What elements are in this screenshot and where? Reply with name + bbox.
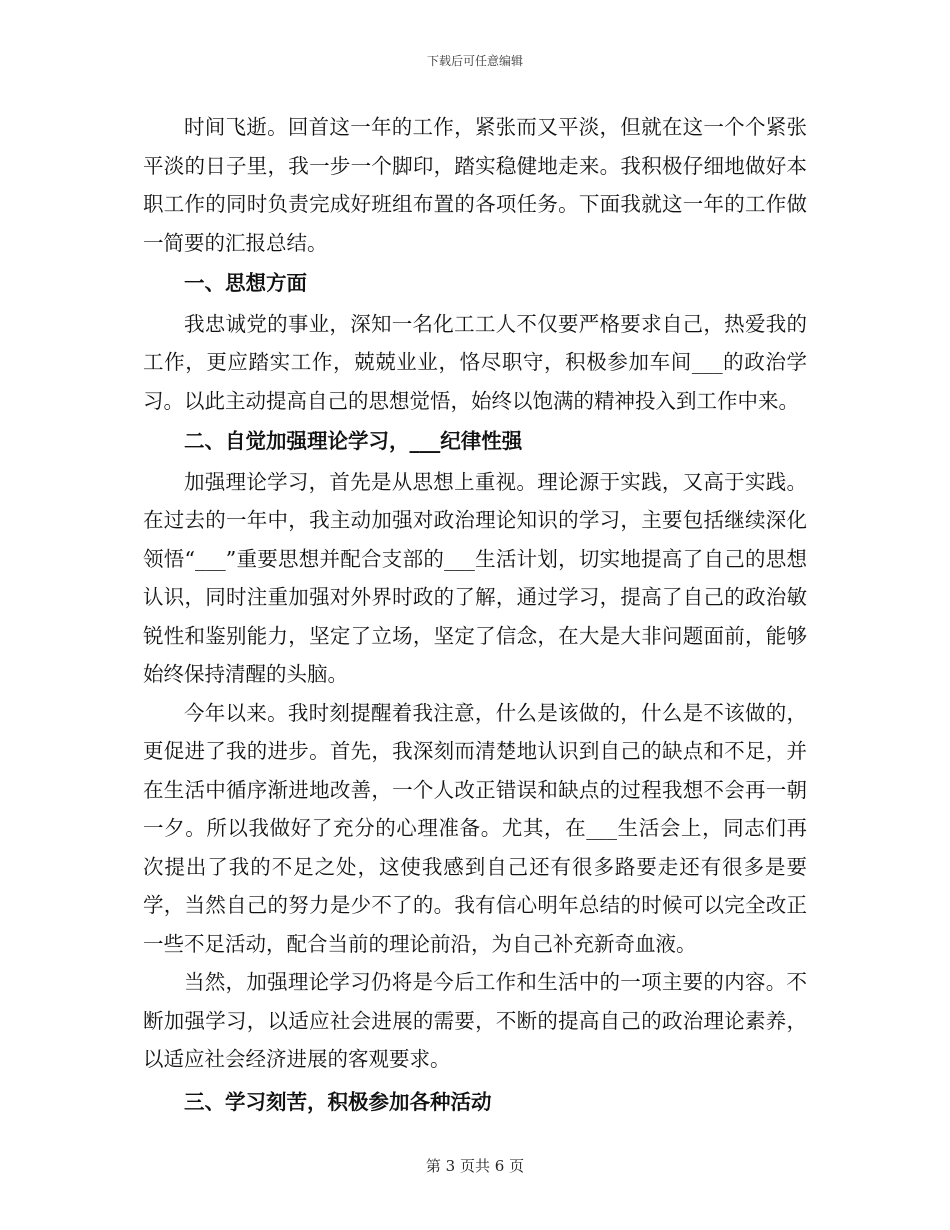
section-1-paragraph: 我忠诚党的事业，深知一名化工工人不仅要严格要求自己，热爱我的工作，更应踏实工作，兢兢业业，恪尽职守，积极参加车间___的政治学习。以此主动提高自己的思想觉悟，始终以饱满的精神投入到工作中来。 [143,311,807,413]
document-body [143,108,807,1123]
page-footer: 第 3 页共 6 页 [425,1157,525,1175]
section-heading-2: 二、自觉加强理论学习，___纪律性强 [184,429,523,453]
section-heading-1: 一、思想方面 [184,271,307,295]
page-header: 下载后可任意编辑 [426,54,523,68]
section-2-paragraph-1: 加强理论学习，首先是从思想上重视。理论源于实践，又高于实践。在过去的一年中，我主动加强对政治理论知识的学习，主要包括继续深化领悟“___”重要思想并配合支部的___生活计划，切实地提高了自己的思想认识，同时注重加强对外界时政的了解，通过学习，提高了自己的政治敏锐性和鉴别能力，坚定了立场，坚定了信念，在大是大非问题面前，能够始终保持清醒的头脑。 [143,469,807,686]
section-2-paragraph-2: 今年以来。我时刻提醒着我注意，什么是该做的，什么是不该做的，更促进了我的进步。首先，我深刻而清楚地认识到自己的缺点和不足，并在生活中循序渐进地改善，一个人改正错误和缺点的过程我想不会再一朝一夕。所以我做好了充分的心理准备。尤其，在___生活会上，同志们再次提出了我的不足之处，这使我感到自己还有很多路要走还有很多是要学，当然自己的努力是少不了的。我有信心明年总结的时候可以完全改正一些不足活动，配合当前的理论前沿，为自己补充新奇血液。 [143,700,807,956]
section-2-paragraph-3: 当然，加强理论学习仍将是今后工作和生活中的一项主要的内容。不断加强学习，以适应社会进展的需要，不断的提高自己的政治理论素养，以适应社会经济进展的客观要求。 [143,970,807,1071]
section-heading-3: 三、学习刻苦，积极参加各种活动 [184,1089,492,1114]
intro-paragraph: 时间飞逝。回首这一年的工作，紧张而又平淡，但就在这一个个紧张平淡的日子里，我一步一个脚印，踏实稳健地走来。我积极仔细地做好本职工作的同时负责完成好班组布置的各项任务。下面我就这一年的工作做一简要的汇报总结。 [143,115,807,255]
